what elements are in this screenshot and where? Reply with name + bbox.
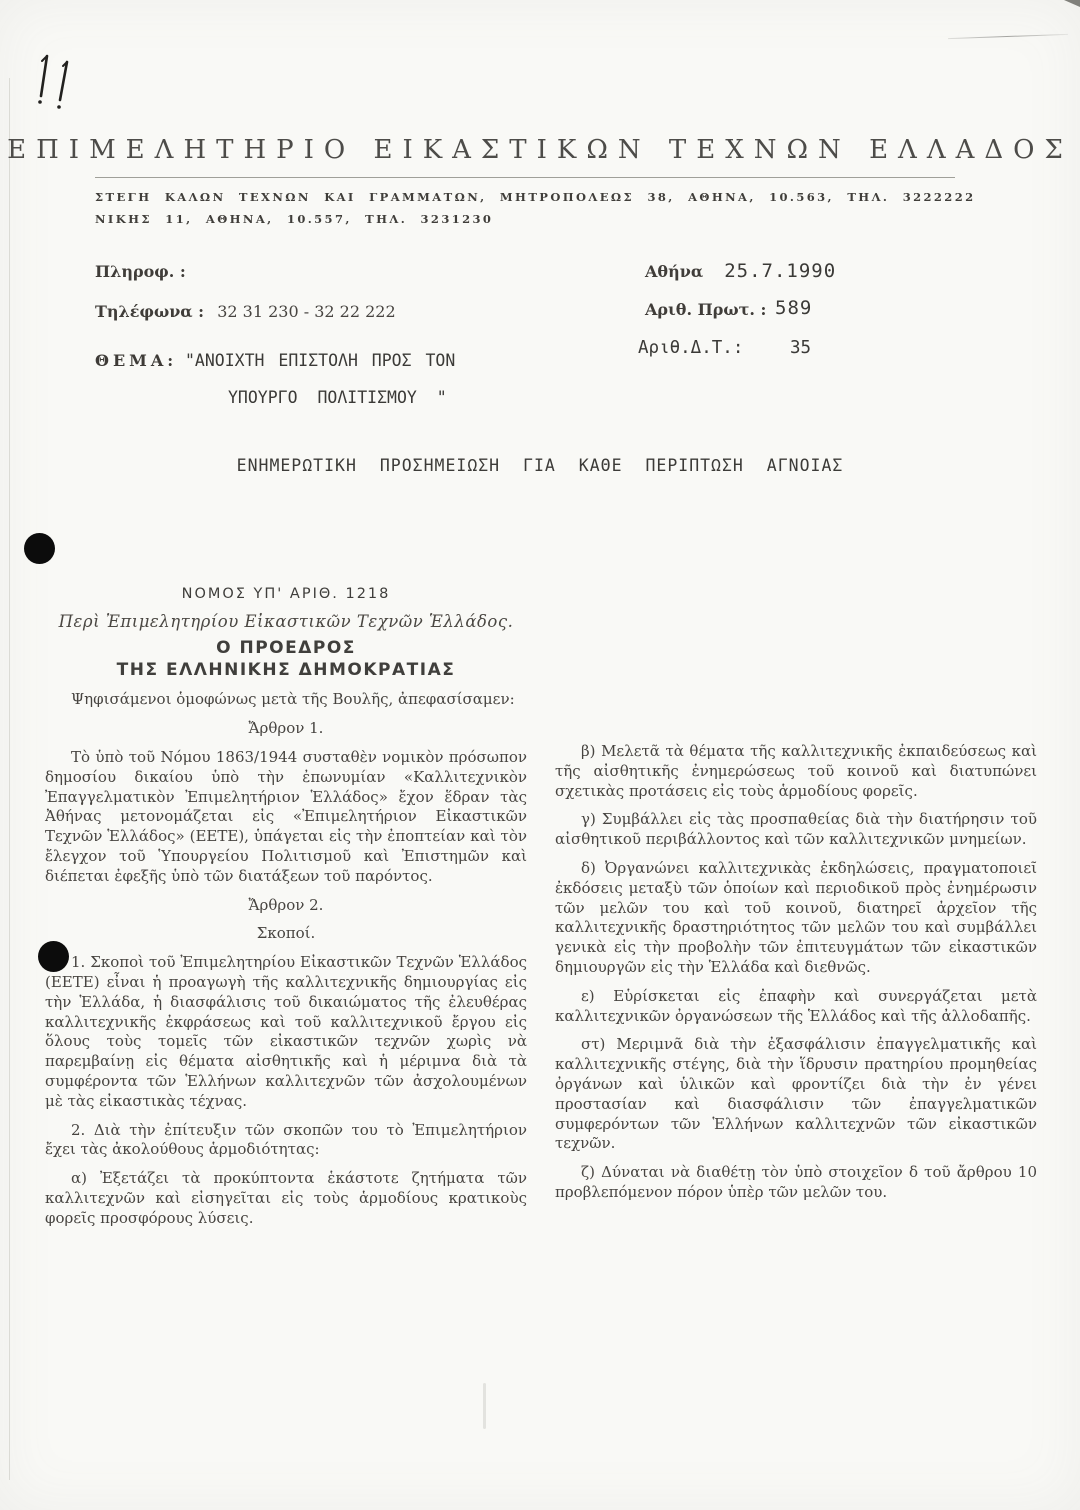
article2-item-z: ζ) Δύναται νὰ διαθέτῃ τὸν ὑπὸ στοιχεῖον δ τοῦ ἄρθρου 10 προβλεπόμενον πόρον ὑπὲρ τῶν μελῶν του.	[555, 1163, 1037, 1201]
info-field	[95, 262, 186, 281]
date-field	[645, 260, 836, 282]
hole-punch-mark	[24, 533, 55, 564]
scan-edge-line	[9, 78, 10, 1480]
law-number-title: ΝΟΜΟΣ ΥΠ' ΑΡΙΘ. 1218	[181, 586, 391, 602]
city-label: Αθήνα	[645, 262, 704, 281]
page-corner-mark	[1064, 0, 1080, 7]
law-text-block	[45, 585, 1037, 1238]
article2-item-d: δ) Ὀργανώνει καλλιτεχνικὰς ἐκδηλώσεις, πραγματοποιεῖ ἐκδόσεις μεταξὺ τῶν ὁποίων καὶ περιοδικοῦ πρὸς ἐνημέρωσιν τῶν μελῶν του καὶ τοῦ κοινοῦ, διατηρεῖ ἀρχεῖον τῆς καλλιτεχνικῆς δραστηριότητος τῶν μελῶν του καὶ συμβάλλει γενικὰ εἰς τὴν προβολὴν τῶν ἐπιτευγμάτων τῶν εἰκαστικῶν δημιουργῶν εἰς τὴν Ἑλλάδα καὶ διεθνῶς.	[555, 858, 1037, 976]
subject-line-2: ΥΠΟΥΡΓΟ ΠΟΛΙΤΙΣΜΟΥ "	[228, 388, 447, 407]
article2-paragraph-1: 1. Σκοποὶ τοῦ Ἐπιμελητηρίου Εἰκαστικῶν Τεχνῶν Ἑλλάδος (ΕΕΤΕ) εἶναι ἡ προαγωγὴ τῆς καλλιτεχνικῆς δημιουργίας εἰς τὴν Ἑλλάδα, ἡ διασφάλισις τοῦ δικαιώματος τῆς ἐλευθέρας καλλιτεχνικῆς ἐκφράσεως καὶ τοῦ καλλιτεχνικοῦ ἔργου εἰς ὅλους τοὺς τομεῖς τῶν εἰκαστικῶν τεχνῶν χωρὶς νὰ παρεμβαίνῃ εἰς θέματα αἰσθητικῆς καὶ ἡ μέριμνα διὰ τὰ συμφέροντα τῶν Ἑλλήνων καλλιτεχνῶν τῶν ἀσχολουμένων μὲ τὰς εἰκαστικὰς τέχνας.	[45, 953, 527, 1110]
address-line-2: ΝΙΚΗΣ 11, ΑΘΗΝΑ, 10.557, ΤΗΛ. 3231230	[95, 212, 494, 226]
scan-scratch-mark	[948, 34, 1068, 39]
president-heading	[45, 637, 527, 682]
info-label: Πληροφ. :	[95, 262, 186, 281]
subject-field	[95, 351, 456, 407]
article2-item-b: β) Μελετᾶ τὰ θέματα τῆς καλλιτεχνικῆς ἐκπαιδεύσεως καὶ τῆς αἰσθητικῆς ἐνημερώσεως τοῦ κοινοῦ καὶ διατυπώνει σχετικὰς προτάσεις εἰς τοὺς ἁρμοδίους φορεῖς.	[555, 742, 1037, 800]
article2-item-st: στ) Μεριμνᾶ διὰ τὴν ἐξασφάλισιν ἐπαγγελματικῆς καὶ καλλιτεχνικῆς στέγης, διὰ τὴν ἵδρυσιν πρατηρίου προμηθείας ὀργάνων καὶ ὑλικῶν καὶ φροντίζει διὰ τὴν ἐν γένει προστασίαν καὶ διασφάλισιν τῶν ἐπαγγελματικῶν συμφερόντων τῶν Ἑλλήνων καλλιτεχνῶν τῶν εἰκαστικῶν τεχνῶν.	[555, 1035, 1037, 1153]
article2-subheading: Σκοποί.	[256, 924, 316, 943]
header-divider	[95, 177, 955, 178]
fold-mark	[483, 1383, 486, 1429]
handwritten-mark-11	[34, 50, 80, 116]
law-column-right	[555, 585, 1037, 1238]
law-subtitle: Περὶ Ἐπιμελητηρίου Εἰκαστικῶν Τεχνῶν Ἑλλάδος.	[58, 611, 514, 631]
phones-value: 32 31 230 - 32 22 222	[217, 302, 396, 321]
article1-heading: Ἄρθρον 1.	[248, 719, 324, 738]
article2-item-e: ε) Εὑρίσκεται εἰς ἐπαφὴν καὶ συνεργάζεται μετὰ καλλιτεχνικῶν ὀργανώσεων τῆς Ἑλλάδος καὶ τῆς ἀλλοδαπῆς.	[555, 986, 1037, 1025]
dt-label: Αριθ.Δ.Τ.:	[638, 338, 744, 358]
president-line-2: ΤΗΣ ΕΛΛΗΝΙΚΗΣ ΔΗΜΟΚΡΑΤΙΑΣ	[116, 660, 456, 681]
article2-paragraph-2: 2. Διὰ τὴν ἐπίτευξιν τῶν σκοπῶν του τὸ Ἐπιμελητήριον ἔχει τὰς ἀκολούθους ἁρμοδιότητας:	[45, 1120, 527, 1159]
notice-heading: ΕΝΗΜΕΡΩΤΙΚΗ ΠΡΟΣΗΜΕΙΩΣΗ ΓΙΑ ΚΑΘΕ ΠΕΡΙΠΤΩΣΗ ΑΓΝΟΙΑΣ	[236, 456, 844, 475]
preamble-text: Ψηφισάμενοι ὁμοφώνως μετὰ τῆς Βουλῆς, ἀπεφασίσαμεν:	[71, 690, 515, 709]
subject-line-1: "ΑΝΟΙΧΤΗ ΕΠΙΣΤΟΛΗ ΠΡΟΣ ΤΟΝ	[185, 351, 456, 370]
protocol-value: 589	[775, 297, 813, 319]
protocol-field	[645, 297, 813, 319]
address-line-1: ΣΤΕΓΗ ΚΑΛΩΝ ΤΕΧΝΩΝ ΚΑΙ ΓΡΑΜΜΑΤΩΝ, ΜΗΤΡΟΠΟΛΕΩΣ 38, ΑΘΗΝΑ, 10.563, ΤΗΛ. 3222222	[95, 190, 976, 204]
article2-heading: Ἄρθρον 2.	[248, 895, 324, 914]
dt-value: 35	[790, 338, 812, 358]
dt-number-field	[638, 338, 812, 358]
article1-paragraph: Τὸ ὑπὸ τοῦ Νόμου 1863/1944 συσταθὲν νομικὸν πρόσωπον δημοσίου δικαίου ὑπὸ τὴν ἐπωνυμίαν «Καλλιτεχνικὸν Ἐπαγγελματικὸν Ἐπιμελητήριον Ἑλλάδος» ἔχον ἕδραν τὰς Ἀθήνας μετονομάζεται εἰς «Ἐπιμελητήριον Εἰκαστικῶν Τεχνῶν Ἑλλάδος» (ΕΕΤΕ), ὑπάγεται εἰς τὴν ἐποπτείαν καὶ τὸν ἔλεγχον τοῦ Ὑπουργείου Πολιτισμοῦ καὶ Ἐπιστημῶν καὶ διέπεται ἐφεξῆς ὑπὸ τῶν διατάξεων τοῦ παρόντος.	[45, 748, 527, 885]
date-value: 25.7.1990	[724, 260, 837, 282]
organization-title: ΕΠΙΜΕΛΗΤΗΡΙΟ ΕΙΚΑΣΤΙΚΩΝ ΤΕΧΝΩΝ ΕΛΛΑΔΟΣ	[7, 135, 1073, 165]
article2-item-a: α) Ἐξετάζει τὰ προκύπτοντα ἑκάστοτε ζητήματα τῶν καλλιτεχνῶν καὶ εἰσηγεῖται εἰς τοὺς ἁρμοδίους κρατικοὺς φορεῖς προσφόρους λύσεις.	[45, 1169, 527, 1227]
subject-label: ΘΕΜΑ:	[95, 351, 178, 370]
phones-label: Τηλέφωνα :	[95, 302, 205, 321]
article2-item-c: γ) Συμβάλλει εἰς τὰς προσπαθείας διὰ τὴν διατήρησιν τοῦ αἰσθητικοῦ περιβάλλοντος καὶ τῶν καλλιτεχνικῶν μνημείων.	[555, 810, 1037, 849]
protocol-label: Αριθ. Πρωτ. :	[645, 300, 767, 319]
phones-field	[95, 302, 396, 321]
president-line-1: Ο ΠΡΟΕΔΡΟΣ	[216, 637, 356, 658]
law-column-left	[45, 585, 527, 1238]
